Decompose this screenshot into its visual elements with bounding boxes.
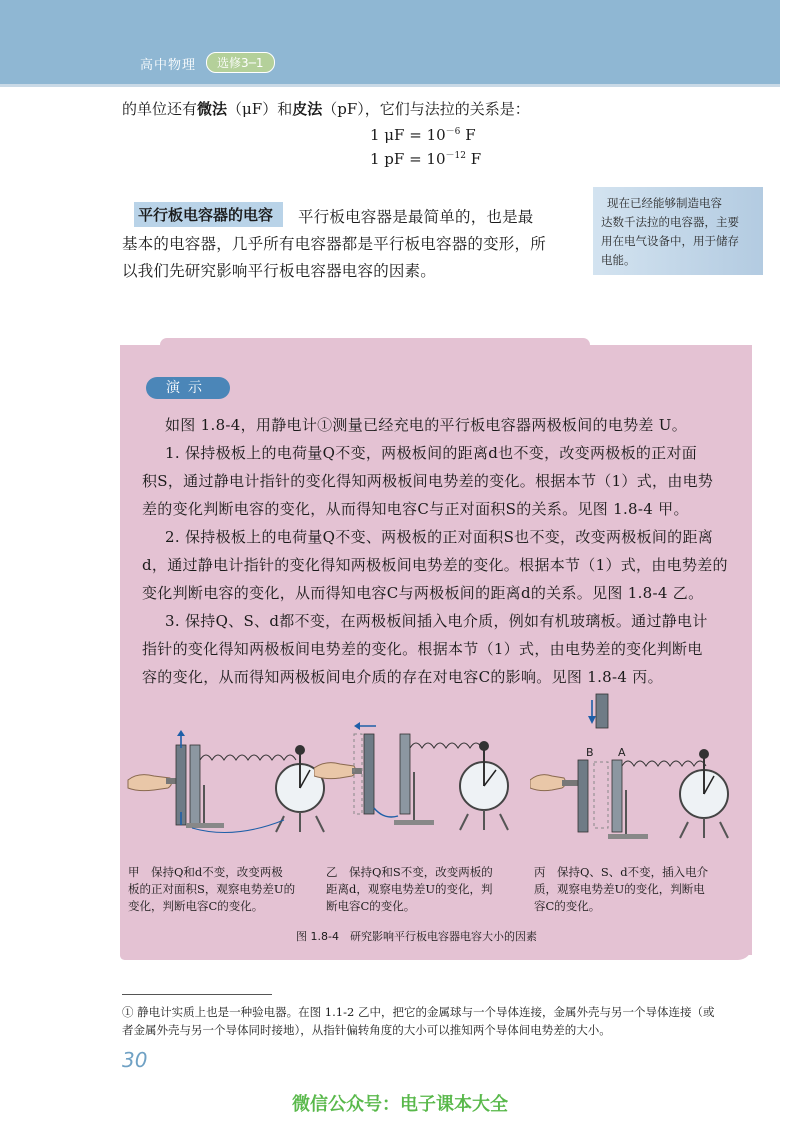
plate-label-a: A	[618, 746, 626, 759]
plate-b	[578, 760, 588, 832]
insulating-handle	[562, 780, 578, 786]
formula-picofarad	[370, 148, 481, 168]
caption-line: 断电容C的变化。	[326, 899, 416, 913]
watermark: 微信公众号：电子课本大全	[292, 1094, 508, 1115]
formula-microfarad	[370, 124, 476, 144]
electrometer-stand	[460, 810, 508, 830]
connecting-wire	[200, 755, 296, 760]
figure-jia-illustration	[124, 700, 334, 855]
units-line	[122, 102, 530, 117]
caption-line: 丙 保持Q、S、d不变，插入电介	[534, 865, 709, 879]
figure-yi-illustration	[314, 712, 524, 857]
demo-line: 1. 保持极板上的电荷量Q不变，两极板间的距离d也不变，改变两极板的正对面	[165, 444, 698, 462]
footnote-line: ① 静电计实质上也是一种验电器。在图 1.1-2 乙中，把它的金属球与一个导体连接，金属外壳与另一个导体连接（或	[122, 1005, 715, 1019]
demo-box-edge	[120, 946, 752, 960]
arrow-up-icon	[177, 730, 185, 736]
caption-line: 变化，判断电容C的变化。	[128, 899, 264, 913]
book-title: 高中物理	[140, 58, 197, 73]
caption-line: 质，观察电势差U的变化，判断电	[534, 882, 705, 896]
footnote-line: 者金属外壳与另一个导体同时接地），从指针偏转角度的大小可以推知两个导体间电势差的大小。	[122, 1023, 611, 1037]
dielectric-insert-outline	[594, 762, 608, 828]
metal-ball	[699, 749, 709, 759]
formula-exponent: －12	[445, 151, 466, 161]
header-shadow	[0, 84, 780, 87]
demo-line: 2. 保持极板上的电荷量Q不变、两极板的正对面积S也不变，改变两极板间的距离	[165, 528, 714, 546]
section-heading: 平行板电容器的电容	[134, 202, 283, 227]
caption-bing	[534, 864, 708, 915]
formula-unit: F	[470, 150, 482, 168]
formula-unit: F	[465, 126, 476, 144]
move-arrow-icon	[374, 808, 398, 817]
stand-base	[608, 834, 648, 839]
formula-exponent: －6	[445, 127, 461, 137]
units-text: （μF）和	[227, 100, 293, 118]
demo-line: 指针的变化得知两极板间电势差的变化。根据本节（1）式，由电势差的变化判断电	[142, 640, 703, 658]
caption-line: 距离d，观察电势差U的变化，判	[326, 882, 493, 896]
hand-icon	[128, 775, 172, 791]
volume-label: 选修3─1	[206, 52, 275, 73]
microfarad-term: 微法	[197, 100, 228, 118]
fixed-plate	[190, 745, 200, 825]
metal-ball	[295, 745, 305, 755]
picofarad-term: 皮法	[292, 100, 323, 118]
arrow-left-icon	[354, 722, 360, 730]
side-note-line: 电能。	[601, 253, 636, 267]
movable-plate	[364, 734, 374, 814]
side-note	[593, 187, 763, 275]
fixed-plate	[400, 734, 410, 814]
connecting-wire	[622, 761, 706, 766]
side-note-line: 现在已经能够制造电容	[607, 196, 722, 210]
side-note-line: 达数千法拉的电容器，主要	[601, 215, 739, 229]
plate-label-b: B	[586, 746, 594, 759]
side-note-line: 用在电气设备中，用于储存	[601, 234, 739, 248]
section-line: 平行板电容器是最简单的，也是最	[298, 208, 534, 226]
metal-ball	[479, 741, 489, 751]
dielectric-slab-raised	[596, 694, 608, 728]
units-text: （pF），它们与法拉的关系是：	[322, 100, 530, 118]
demo-line: d，通过静电计指针的变化得知两极板间电势差的变化。根据本节（1）式，由电势差的	[142, 556, 728, 574]
hand-icon	[314, 763, 356, 779]
arrow-down-icon	[588, 716, 596, 724]
demo-line: 如图 1.8-4，用静电计①测量已经充电的平行板电容器两极板间的电势差 U。	[165, 416, 688, 434]
demo-line: 变化判断电容的变化，从而得知电容C与两极板间的距离d的关系。见图 1.8-4 乙。	[142, 584, 704, 602]
formula-lhs: 1 μF = 10	[370, 126, 446, 144]
demo-line: 差的变化判断电容的变化，从而得知电容C与正对面积S的关系。见图 1.8-4 甲。	[142, 500, 689, 518]
page-number: 30	[122, 1048, 148, 1072]
footnote-divider	[122, 994, 272, 995]
connecting-wire	[410, 743, 482, 748]
caption-yi	[326, 864, 493, 915]
caption-line: 容C的变化。	[534, 899, 601, 913]
section-line: 基本的电容器，几乎所有电容器都是平行板电容器的变形，所	[122, 235, 546, 253]
demo-line: 积S，通过静电计指针的变化得知两极板间电势差的变化。根据本节（1）式，由电势	[142, 472, 714, 490]
caption-line: 乙 保持Q和S不变，改变两板的	[326, 865, 493, 879]
demo-badge: 演示	[146, 377, 230, 399]
hand-icon	[530, 775, 566, 791]
stand-base	[394, 820, 434, 825]
demo-line: 3. 保持Q、S、d都不变，在两极板间插入电介质，例如有机玻璃板。通过静电计	[165, 612, 708, 630]
caption-jia	[128, 864, 295, 915]
figure-title: 图 1.8-4 研究影响平行板电容器电容大小的因素	[296, 930, 537, 943]
caption-line: 甲 保持Q和d不变，改变两极	[128, 865, 283, 879]
stand-base	[186, 823, 224, 828]
plate-a	[612, 760, 622, 832]
demo-line: 容的变化，从而得知两极板间电介质的存在对电容C的影响。见图 1.8-4 丙。	[142, 668, 663, 686]
figure-bing-illustration	[530, 690, 740, 855]
page-header	[0, 0, 780, 84]
units-text: 的单位还有	[122, 100, 198, 118]
section-line: 以我们先研究影响平行板电容器电容的因素。	[122, 262, 437, 280]
caption-line: 板的正对面积S，观察电势差U的	[128, 882, 296, 896]
formula-lhs: 1 pF = 10	[370, 150, 446, 168]
electrometer-stand	[680, 818, 728, 838]
